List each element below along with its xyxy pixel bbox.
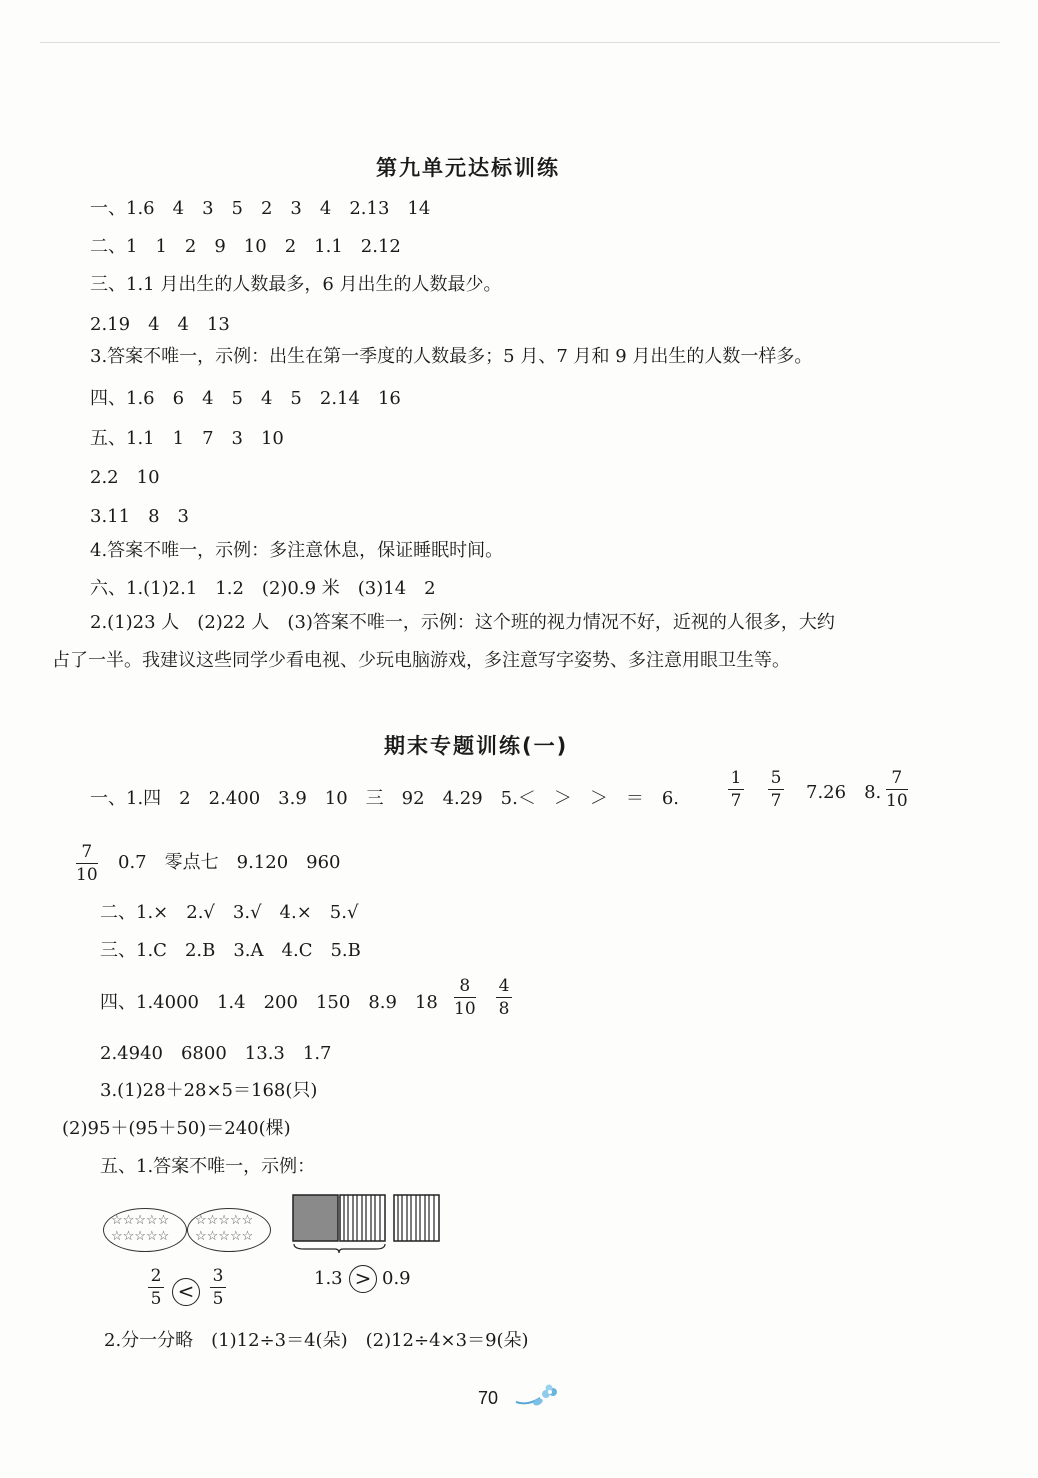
- fraction: 5 7: [768, 768, 784, 811]
- answer-line: 四、1.6 6 4 5 4 5 2.14 16: [90, 388, 401, 409]
- answer-line: 2.2 10: [90, 467, 160, 488]
- fraction: 2 5: [148, 1266, 164, 1309]
- fraction: 8 10: [454, 976, 476, 1019]
- page-number: 70: [478, 1388, 499, 1408]
- star-icon-row: ☆☆☆☆☆: [111, 1213, 170, 1228]
- star-icon-row: ☆☆☆☆☆: [195, 1229, 254, 1244]
- fraction: 7 10: [76, 842, 98, 885]
- fraction: 1 7: [728, 768, 744, 811]
- answer-line: 五、1.1 1 7 3 10: [90, 428, 284, 449]
- answer-line: 2.(1)23 人 (2)22 人 (3)答案不唯一，示例：这个班的视力情况不好，近视的人很多，大约: [90, 612, 835, 633]
- answer-line: 4.答案不唯一，示例：多注意休息，保证睡眠时间。: [90, 540, 504, 561]
- fraction: 7 10: [886, 768, 908, 811]
- section-title-final-practice: 期末专题训练(一): [384, 734, 569, 758]
- answer-line: 3.(1)28＋28×5＝168(只): [100, 1080, 318, 1101]
- star-group-oval: [103, 1208, 187, 1252]
- fraction: 4 8: [496, 976, 512, 1019]
- answer-line: 一、1.6 4 3 5 2 3 4 2.13 14: [90, 198, 431, 219]
- answer-line: 3.答案不唯一，示例：出生在第一季度的人数最多；5 月、7 月和 9 月出生的人数一样多。: [90, 346, 813, 367]
- answer-line: 五、1.答案不唯一，示例：: [100, 1156, 316, 1177]
- comparison-circle: <: [172, 1278, 200, 1306]
- answer-line: 2.4940 6800 13.3 1.7: [100, 1043, 332, 1064]
- star-group-oval: [187, 1208, 271, 1252]
- answer-line: 三、1.C 2.B 3.A 4.C 5.B: [100, 940, 361, 961]
- answer-line: 3.11 8 3: [90, 506, 189, 527]
- answer-line: 四、1.4000 1.4 200 150 8.9 18: [100, 992, 438, 1013]
- decimal-value: 0.9: [382, 1268, 411, 1289]
- flower-decoration-icon: [514, 1384, 562, 1412]
- answer-line: 二、1.× 2.√ 3.√ 4.× 5.√: [100, 902, 359, 923]
- answer-line: 2.分一分略 (1)12÷3＝4(朵) (2)12÷4×3＝9(朵): [104, 1330, 529, 1351]
- answer-line: 六、1.(1)2.1 1.2 (2)0.9 米 (3)14 2: [90, 578, 436, 599]
- answer-line: 2.19 4 4 13: [90, 314, 230, 335]
- top-margin-line: [40, 42, 1000, 43]
- answer-line: 一、1.四 2 2.400 3.9 10 三 92 4.29 5.＜ ＞ ＞ ＝ 6.: [90, 788, 680, 809]
- answer-line: 三、1.1 月出生的人数最多，6 月出生的人数最少。: [90, 274, 502, 295]
- comparison-circle: >: [349, 1265, 377, 1293]
- decimal-bars-diagram: [290, 1192, 442, 1254]
- fraction: 3 5: [210, 1266, 226, 1309]
- section-title-unit9: 第九单元达标训练: [376, 156, 560, 180]
- answer-line: (2)95＋(95＋50)＝240(棵): [62, 1118, 291, 1139]
- answer-line: 占了一半。我建议这些同学少看电视、少玩电脑游戏，多注意写字姿势、多注意用眼卫生等。: [52, 650, 790, 671]
- star-icon-row: ☆☆☆☆☆: [195, 1213, 254, 1228]
- answer-line: 二、1 1 2 9 10 2 1.1 2.12: [90, 236, 401, 257]
- answer-line: 7.26 8.: [806, 782, 882, 803]
- decimal-value: 1.3: [314, 1268, 343, 1289]
- answer-line: 0.7 零点七 9.120 960: [118, 852, 341, 873]
- star-icon-row: ☆☆☆☆☆: [111, 1229, 170, 1244]
